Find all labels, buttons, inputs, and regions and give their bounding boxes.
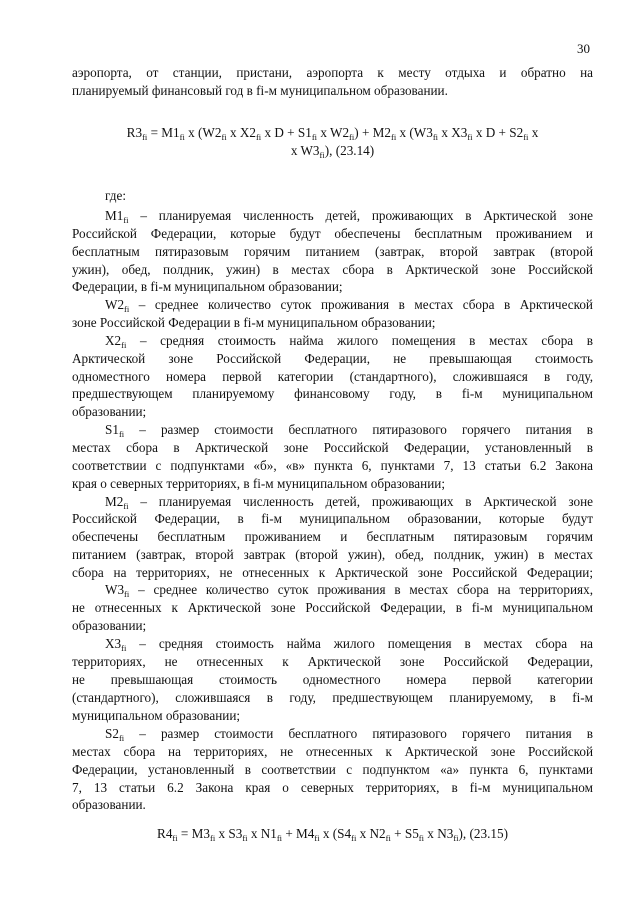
text-line: $W2_{fi}$ – среднее количество суток проживания в местах сбора в Арктической [105,297,593,314]
subscript-fi: fi [209,833,216,843]
text-line: $R4_{fi} = M3_{fi}$ x $S3_{fi}$ x $N1_{fi} + M4_{fi}$ x ($S4_{fi}$ x $N2_{fi} + S5_{fi}$ x $N3_{fi}$), (23.15) [157,826,508,843]
text-line: питанием (завтрак, второй завтрак (второй ужин), обед, полдник, ужин) в местах [72,547,593,562]
text-line: 7, 13 статьи 6.2 Закона края о северных территориях, в fi-м муниципальном [72,780,593,795]
text-line: образовании. [72,797,146,812]
text-line: ужин), обед, полдник, ужин) в местах сбора в Арктической зоне Российской [72,262,593,277]
text-line: обеспечены бесплатным проживанием и бесплатным пятиразовым горячим [72,529,593,544]
subscript-fi: fi [418,833,424,843]
text-line: предшествующем планируемому финансовому году, в fi-м муниципальном [72,386,593,401]
subscript-fi: fi [255,132,262,142]
text-line: не отнесенных к Арктической зоне Российской Федерации, в fi-м муниципальном [72,600,593,615]
text-line: $S1_{fi}$ – размер стоимости бесплатного пятиразового горячего питания в [105,422,593,439]
text-line: $X3_{fi}$ – средняя стоимость найма жилого помещения в местах сбора на [105,636,593,653]
text-line: $X2_{fi}$ – средняя стоимость найма жилого помещения в местах сбора в [105,333,593,350]
text-line: муниципальном образовании; [72,708,241,723]
subscript-fi: fi [121,643,127,653]
text-line: (стандартного), сложившаяся в году, предшествующем планируемому, в fi-м [72,690,593,705]
text-line: бесплатным пятиразовым горячим питанием (завтрак, второй завтрак (второй [72,244,593,259]
subscript-fi: fi [467,132,473,142]
text-line: края о северных территориях, в fi-м муниципальном образовании; [72,476,445,491]
text-line: Российской Федерации, в fi-м муниципальном образовании, которые будут [72,511,593,526]
text-line: x $W3_{fi}$), (23.14) [290,143,375,160]
text-line: местах сбора на территориях, не отнесенных к Арктической зоне Российской [72,744,593,759]
subscript-fi: fi [123,501,129,511]
text-line: не превышающая стоимость одноместного номера первой категории [72,672,593,687]
subscript-fi: fi [221,132,227,142]
text-line: территориях, не отнесенных к Арктической зоне Российской Федерации, [72,654,593,669]
subscript-fi: fi [142,132,148,142]
text-line: Российской Федерации, которые будут обеспечены бесплатным проживанием и [72,226,593,241]
text-line: Арктической зоне Российской Федерации, не превышающая стоимость [72,351,593,366]
text-line: Федерации, установленный в соответствии с подпунктом «а» пункта 6, пунктами [72,762,593,777]
text-line: $M1_{fi}$ – планируемая численность детей, проживающих в Арктической зоне [105,208,593,225]
subscript-fi: fi [118,429,125,439]
subscript-fi: fi [242,833,248,843]
text-line: сбора на территориях, не отнесенных к Арктической зоне Российской Федерации; [72,565,593,580]
text-line: соответствии с подпунктами «б», «в» пункта 6, пунктами 7, 13 статьи 6.2 Закона [72,458,593,473]
subscript-fi: fi [311,132,318,142]
text-line: где: [105,188,126,203]
subscript-fi: fi [118,733,125,743]
text-line: аэропорта, от станции, пристани, аэропорта к месту отдыха и обратно на [72,65,593,80]
subscript-fi: fi [349,132,355,142]
text-line: одноместного номера первой категории (стандартного), сложившаяся в году, [72,369,593,384]
text-line: $W3_{fi}$ – среднее количество суток проживания в местах сбора на территориях, [105,582,593,599]
subscript-fi: fi [179,132,185,142]
subscript-fi: fi [314,833,320,843]
text-line: местах сбора в Арктической зоне Российской Федерации, установленный в [72,440,593,455]
subscript-fi: fi [172,833,178,843]
page-number: 30 [577,41,590,56]
subscript-fi: fi [385,833,391,843]
text-line: планируемый финансовый год в fi-м муниципальном образовании. [72,83,448,98]
text-line: зоне Российской Федерации в fi-м муниципальном образовании; [72,315,436,330]
subscript-fi: fi [121,340,127,350]
subscript-fi: fi [319,150,325,160]
subscript-fi: fi [351,833,357,843]
text-line: $M2_{fi}$ – планируемая численность детей, проживающих в Арктической зоне [105,494,593,511]
text-line: образовании; [72,618,147,633]
subscript-fi: fi [124,589,130,599]
text-line: $R3_{fi} = M1_{fi}$ x ($W2_{fi}$ x $X2_{fi}$ x $D + S1_{fi}$ x $W2_{fi}) + M2_{fi}$ x ($W3_{fi}$ x $X3_{fi}$ x $D + S2_{fi}$ x [126,125,539,142]
subscript-fi: fi [453,833,459,843]
subscript-fi: fi [276,833,283,843]
text-line: Федерации, в fi-м муниципальном образовании; [72,279,343,294]
text-line: образовании; [72,404,147,419]
text-line: $S2_{fi}$ – размер стоимости бесплатного пятиразового горячего питания в [105,726,593,743]
subscript-fi: fi [523,132,529,142]
subscript-fi: fi [432,132,439,142]
subscript-fi: fi [123,215,129,225]
subscript-fi: fi [391,132,397,142]
subscript-fi: fi [124,304,130,314]
